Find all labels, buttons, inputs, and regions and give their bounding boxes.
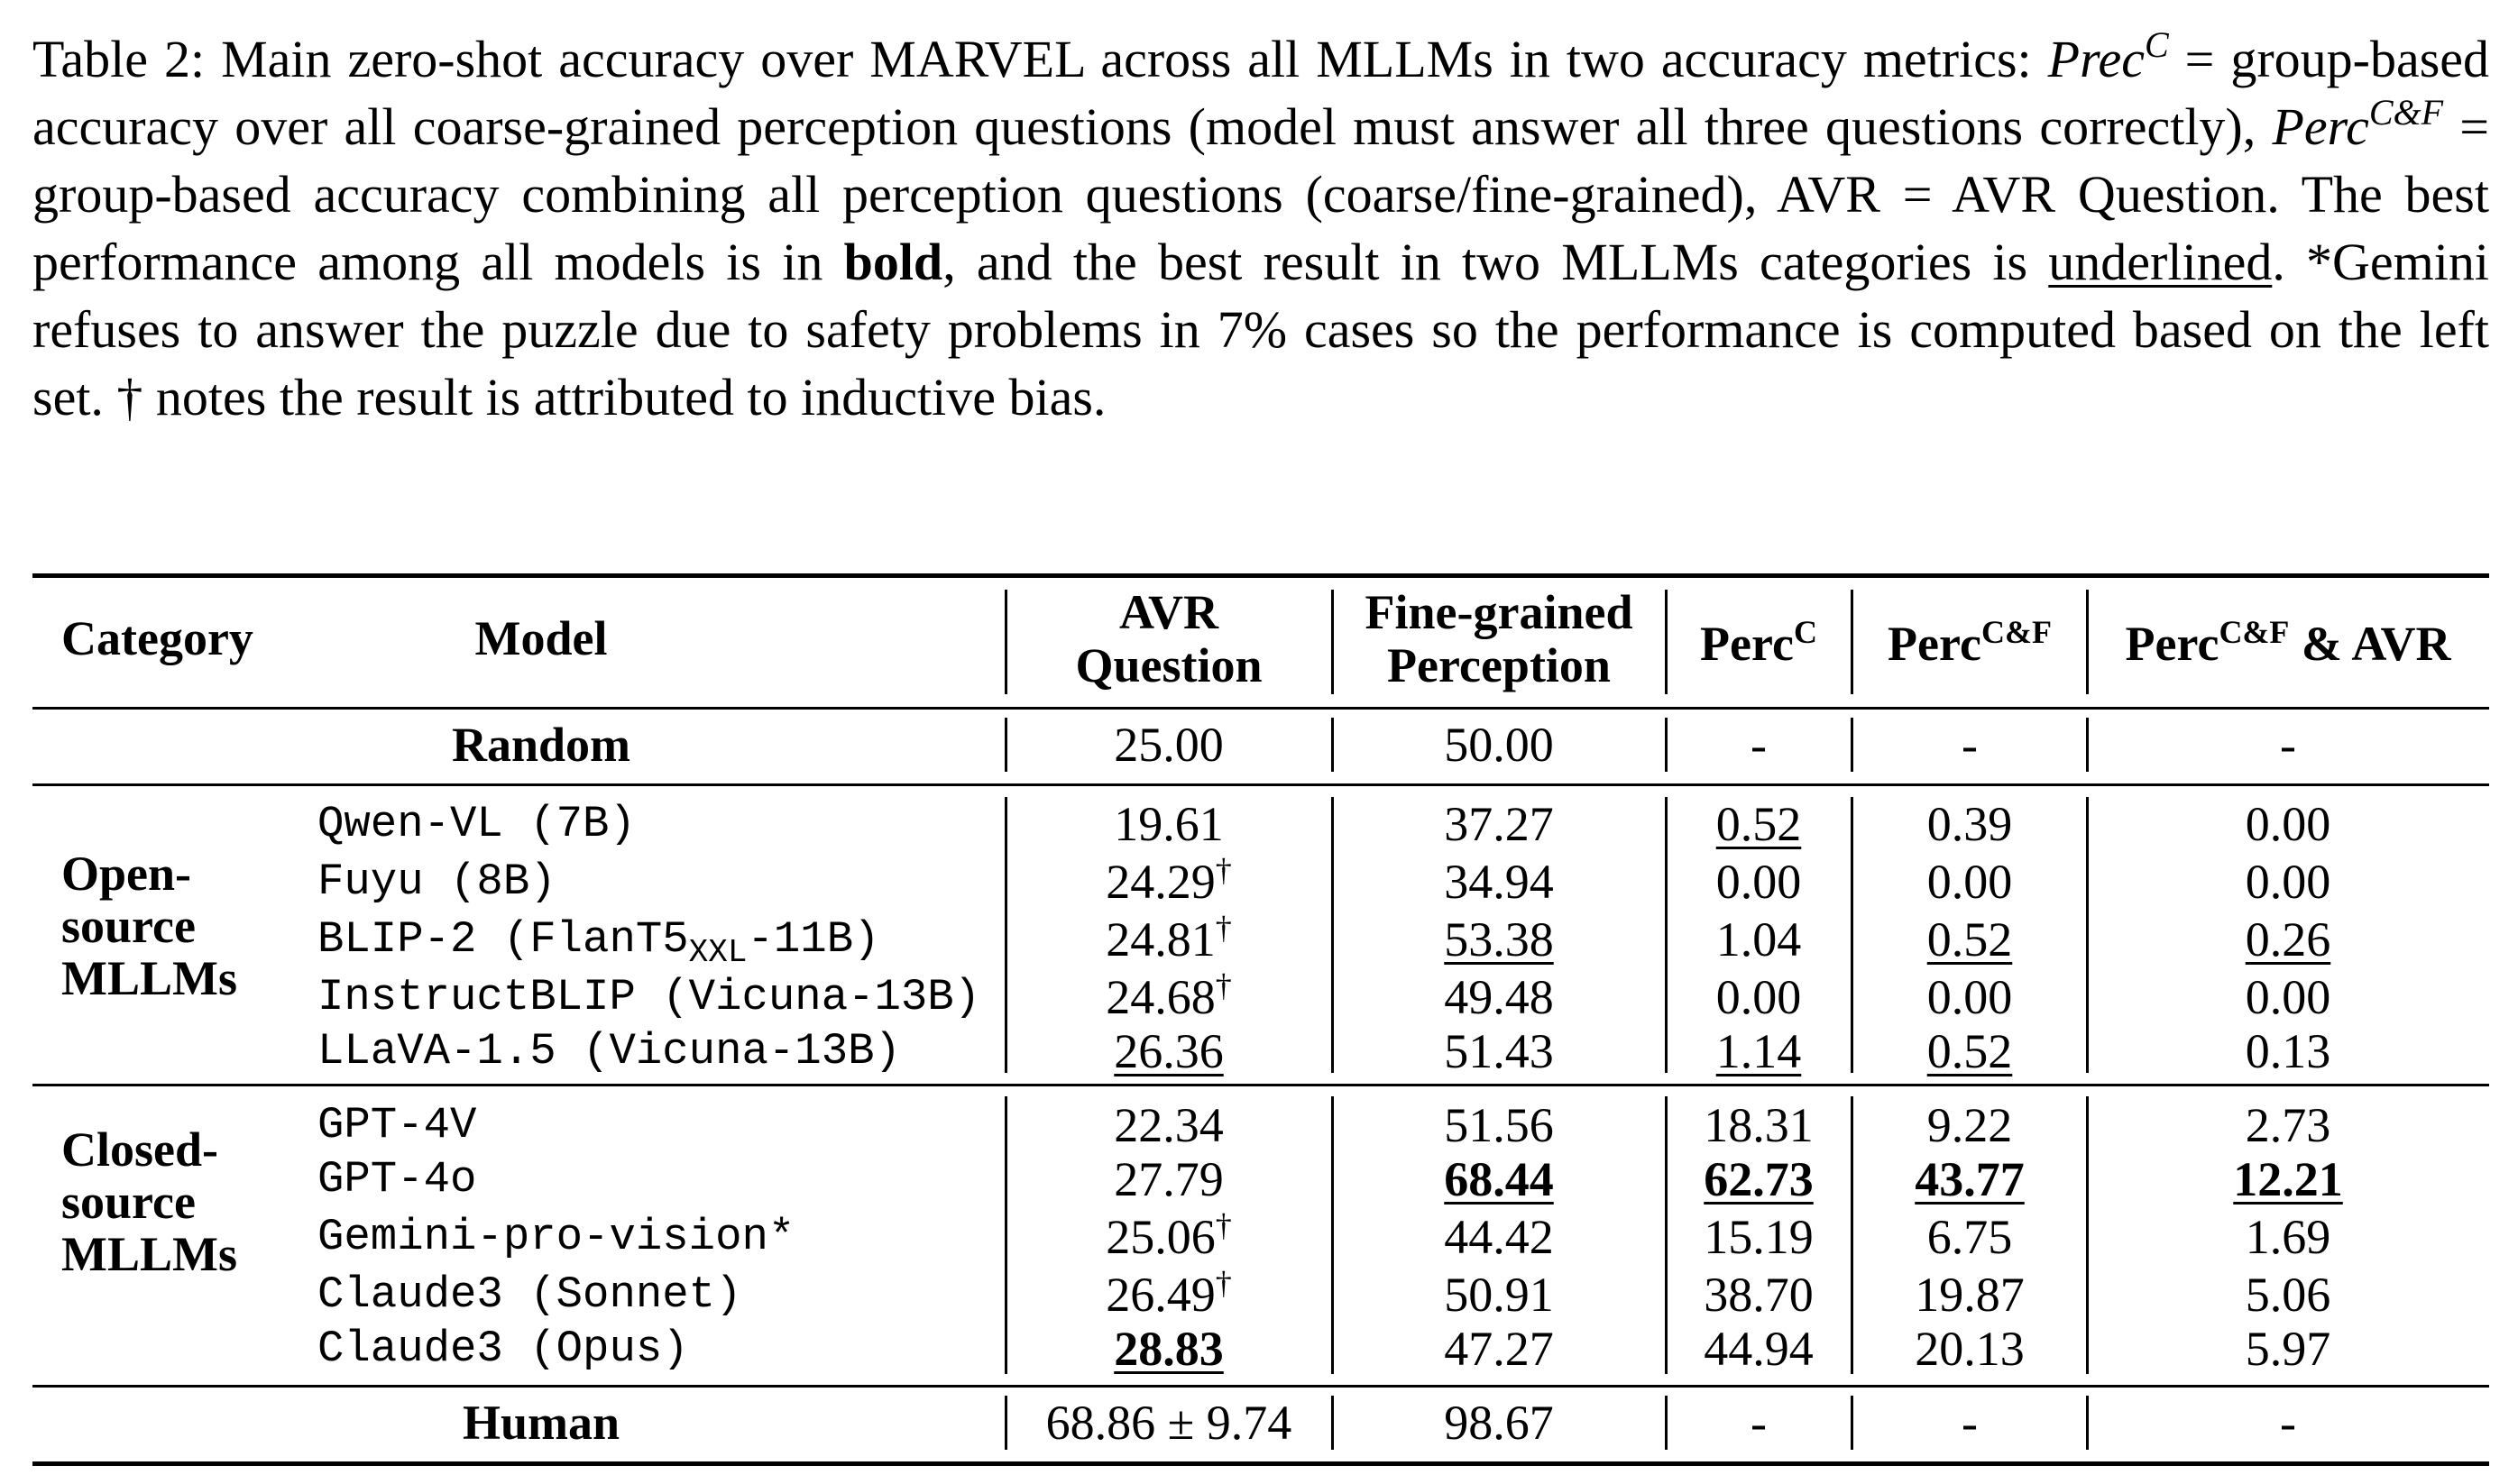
col-divider [1665,797,1668,1073]
col-divider [1851,1096,1853,1374]
closed-perc-c: 38.70 [1704,1268,1814,1322]
open-perc-cf: 0.39 [1926,797,2013,851]
col-divider [2086,1096,2089,1374]
closed-model-name: Gemini-pro-vision* [317,1212,795,1262]
closed-source-rule [32,1385,2489,1388]
open-avr: 26.36 [1114,1024,1224,1078]
col-divider [1851,718,1853,772]
col-divider [2086,590,2089,694]
open-perc-cf: 0.52 [1926,912,2013,966]
open-avr: 24.29† [1106,852,1232,909]
closed-perc-cf: 43.77 [1915,1152,2025,1206]
caption-part-4: , and the best result in two MLLMs categories is [942,233,2028,291]
category-open-source-line1: Open- [61,847,192,901]
open-perc-c: 1.14 [1715,1024,1802,1078]
open-perc-cf-avr: 0.00 [2245,797,2331,851]
closed-perc-c: 44.94 [1704,1322,1814,1376]
closed-fine: 47.27 [1444,1322,1554,1376]
closed-perc-c: 62.73 [1704,1152,1814,1206]
human-perc-cf: - [1962,1396,1978,1450]
header-model: Model [474,611,608,665]
open-model-name: LLaVA-1.5 (Vicuna-13B) [317,1026,901,1076]
closed-perc-cf-avr: 5.06 [2245,1268,2331,1322]
header-category: Category [61,611,253,665]
header-perc-c: Perc$^C$ [1700,614,1817,671]
table-caption [32,25,2489,431]
random-fine: 50.00 [1444,718,1554,772]
col-divider [1851,1396,1853,1450]
closed-perc-cf: 9.22 [1926,1098,2013,1152]
closed-model-name: Claude3 (Sonnet) [317,1269,742,1320]
open-avr: 24.81† [1106,910,1232,966]
human-label: Human [462,1396,620,1450]
col-divider [1331,1396,1334,1450]
closed-model-name: GPT-4V [317,1100,477,1150]
random-label: Random [451,718,631,772]
caption-part-3: = group-based accuracy combining all perception questions (coarse/fine-grained), AVR = AVR Question. The best performance among all models is in [32,97,2490,291]
col-divider [1005,1396,1007,1450]
col-divider [1665,718,1668,772]
col-divider [2086,797,2089,1073]
open-perc-cf-avr: 0.00 [2245,970,2331,1024]
random-perc-cf-avr: - [2280,718,2296,772]
open-perc-cf-avr: 0.00 [2245,855,2331,909]
open-perc-cf-avr: 0.26 [2245,912,2331,966]
closed-perc-c: 18.31 [1704,1098,1814,1152]
open-perc-cf: 0.52 [1926,1024,2013,1078]
closed-perc-cf-avr: 2.73 [2245,1098,2331,1152]
col-divider [1331,718,1334,772]
open-fine: 51.43 [1444,1024,1554,1078]
header-rule [32,707,2489,710]
table-bottom-rule [32,1461,2489,1466]
col-divider [1005,590,1007,694]
open-fine: 53.38 [1444,912,1554,966]
header-fine-line1: Fine-grained [1365,585,1633,639]
closed-model-name: Claude3 (Opus) [317,1324,689,1374]
closed-model-name: GPT-4o [317,1154,477,1205]
caption-bold-word: bold [843,233,943,291]
open-perc-cf: 0.00 [1926,855,2013,909]
closed-avr: 27.79 [1114,1152,1224,1206]
caption-part-5: . *Gemini refuses to answer the puzzle due to safety problems in 7% cases so the performance is computed based on the left set. † notes the result is attributed to inductive bias. [32,233,2490,426]
category-closed-source-line1: Closed- [61,1122,218,1177]
closed-fine: 44.42 [1444,1210,1554,1264]
col-divider [1665,1396,1668,1450]
metric-perc-cf: Perc$^{C\&F}$ [2272,91,2444,156]
closed-fine: 51.56 [1444,1098,1554,1152]
col-divider [1005,718,1007,772]
header-avr-line2: Question [1075,638,1263,692]
col-divider [1665,590,1668,694]
open-model-name: Fuyu (8B) [317,857,556,907]
open-model-name: BLIP-2 $(FlanT5_{XXL}-11B)$ [317,914,880,971]
col-divider [1005,797,1007,1073]
human-perc-c: - [1751,1396,1767,1450]
closed-fine: 50.91 [1444,1268,1554,1322]
closed-avr: 25.06† [1106,1207,1232,1264]
header-fine-line2: Perception [1387,638,1611,692]
open-perc-c: 0.00 [1715,970,1802,1024]
col-divider [1005,1096,1007,1374]
open-perc-cf-avr: 0.13 [2245,1024,2331,1078]
header-avr-line1: AVR [1118,585,1219,639]
category-closed-source-line2: source [61,1175,196,1229]
closed-perc-cf: 6.75 [1926,1210,2013,1264]
closed-perc-cf-avr: 1.69 [2245,1210,2331,1264]
closed-perc-cf: 19.87 [1915,1268,2025,1322]
open-perc-c: 0.52 [1715,797,1802,851]
caption-part-2: = group-based accuracy over all coarse-grained perception questions (model must answer all three questions correctly), [32,30,2490,156]
category-closed-source-line3: MLLMs [61,1227,237,1281]
col-divider [1851,590,1853,694]
open-fine: 34.94 [1444,855,1554,909]
closed-avr: 28.83 [1114,1322,1224,1376]
open-fine: 37.27 [1444,797,1554,851]
open-perc-c: 0.00 [1715,855,1802,909]
caption-part-1: Main zero-shot accuracy over MARVEL across all MLLMs in two accuracy metrics: [221,30,2032,88]
category-open-source-line3: MLLMs [61,951,237,1005]
random-perc-c: - [1751,718,1767,772]
human-perc-cf-avr: - [2280,1396,2296,1450]
col-divider [2086,718,2089,772]
col-divider [1665,1096,1668,1374]
header-perc-cf: Perc$^{C\&F}$ [1888,614,2052,671]
closed-avr: 22.34 [1114,1098,1224,1152]
random-avr: 25.00 [1114,718,1224,772]
col-divider [1331,797,1334,1073]
header-perc-cf-avr: Perc$^{C\&F}$ & AVR [2125,614,2451,671]
table-top-rule [32,573,2489,578]
open-avr: 24.68† [1106,967,1232,1024]
category-open-source-line2: source [61,899,196,953]
random-rule [32,783,2489,786]
caption-label: Table 2: [32,30,206,88]
col-divider [1331,590,1334,694]
open-perc-cf: 0.00 [1926,970,2013,1024]
open-perc-c: 1.04 [1715,912,1802,966]
open-model-name: Qwen-VL (7B) [317,799,636,849]
open-fine: 49.48 [1444,970,1554,1024]
col-divider [1851,797,1853,1073]
open-model-name: InstructBLIP (Vicuna-13B) [317,972,981,1022]
closed-avr: 26.49† [1106,1265,1232,1322]
open-avr: 19.61 [1114,797,1224,851]
caption-underlined-word: underlined [2048,233,2273,291]
closed-perc-c: 15.19 [1704,1210,1814,1264]
metric-prec-c: Prec$^C$ [2047,23,2169,88]
open-source-rule [32,1084,2489,1086]
random-perc-cf: - [1962,718,1978,772]
closed-perc-cf-avr: 5.97 [2245,1322,2331,1376]
col-divider [1331,1096,1334,1374]
closed-perc-cf-avr: 12.21 [2233,1152,2343,1206]
col-divider [2086,1396,2089,1450]
human-fine: 98.67 [1444,1396,1554,1450]
human-avr: 68.86 ± 9.74 [1045,1396,1292,1450]
closed-fine: 68.44 [1444,1152,1554,1206]
closed-perc-cf: 20.13 [1915,1322,2025,1376]
